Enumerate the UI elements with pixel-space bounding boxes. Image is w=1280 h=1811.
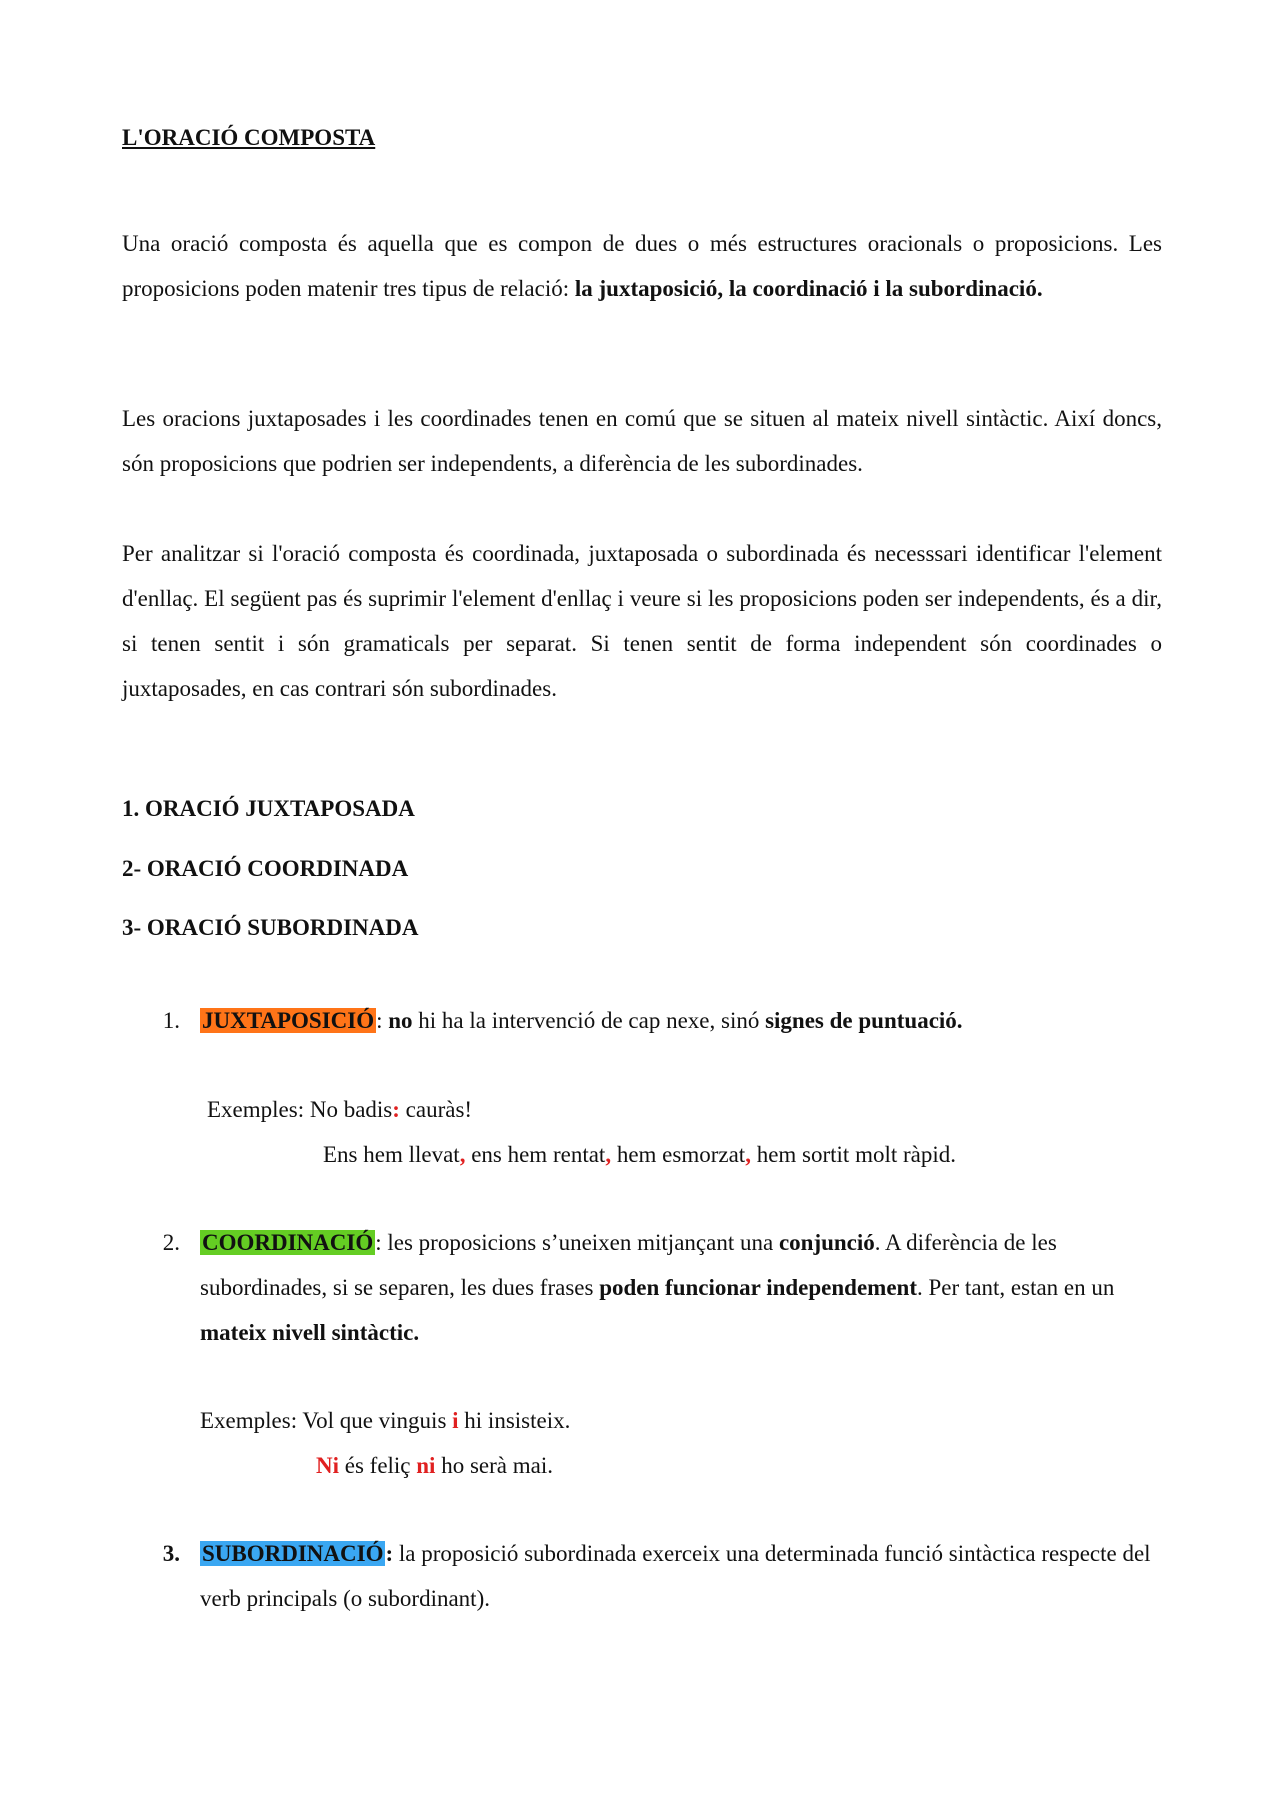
red-marker-comma-1: , (459, 1142, 466, 1167)
coordination-example-2-mid: és feliç (339, 1453, 417, 1478)
subordination-colon: : (385, 1541, 394, 1566)
coordination-example-1-rest: hi insisteix. (458, 1408, 571, 1433)
juxtaposition-example-1 (207, 1087, 472, 1132)
coordination-text-3: . Per tant, estan en un (917, 1275, 1115, 1300)
juxtaposition-no: no (388, 1008, 413, 1033)
juxtaposition-punctuation: signes de puntuació. (765, 1008, 963, 1033)
heading-subordinada: 3- ORACIÓ SUBORDINADA (122, 915, 419, 940)
example-2-part-d: hem sortit molt ràpid. (750, 1142, 956, 1167)
coordination-text-2: . A diferència de les subordinades, si se separen, les dues frases (200, 1230, 1057, 1300)
example-label: Exemples: No badis (207, 1097, 393, 1122)
subordination-definition (200, 1531, 1162, 1621)
red-marker-ni-1: Ni (316, 1453, 339, 1478)
coordination-colon: : (375, 1230, 382, 1255)
subordination-text: la proposició subordinada exerceix una determinada funció sintàctica respecte del verb principals (o subordinant). (200, 1541, 1151, 1611)
juxtaposition-colon: : (376, 1008, 383, 1033)
coordination-bold-independent: poden funcionar independement (599, 1275, 918, 1300)
coordination-bold-conjuncio: conjunció (778, 1230, 875, 1255)
juxtaposed-coordinated-paragraph: Les oracions juxtaposades i les coordinades tenen en comú que se situen al mateix nivell sintàctic. Així doncs, són proposicions que podrien ser independents, a diferència de les subordinades. (122, 406, 1162, 476)
subordination-highlight (200, 1541, 385, 1566)
intro-paragraph (122, 221, 1162, 311)
subordination-term: SUBORDINACIÓ (202, 1541, 384, 1566)
example-2-part-a: Ens hem llevat (323, 1142, 460, 1167)
coordination-example-2 (316, 1443, 553, 1488)
example-label: Exemples: Vol que vinguis (200, 1408, 453, 1433)
intro-bold-relations: la juxtaposició, la coordinació i la subordinació. (574, 276, 1043, 301)
list-number-3: 3. (162, 1541, 180, 1566)
juxtaposition-term: JUXTAPOSICIÓ (202, 1008, 375, 1033)
juxtaposition-example-2 (323, 1132, 956, 1177)
coordination-highlight (200, 1230, 375, 1255)
red-marker-comma-2: , (605, 1142, 612, 1167)
coordination-definition (200, 1220, 1162, 1355)
red-marker-ni-2: ni (416, 1453, 436, 1478)
example-2-part-b: ens hem rentat (465, 1142, 606, 1167)
heading-coordinada: 2- ORACIÓ COORDINADA (122, 856, 409, 881)
juxtaposition-highlight (200, 1008, 376, 1033)
red-marker-colon: : (392, 1097, 400, 1122)
coordination-text-1: les proposicions s’uneixen mitjançant una (381, 1230, 779, 1255)
coordination-example-2-rest: ho serà mai. (435, 1453, 553, 1478)
red-marker-i: i (452, 1408, 459, 1433)
analysis-paragraph: Per analitzar si l'oració composta és coordinada, juxtaposada o subordinada és necesssari identificar l'element d'enllaç. El següent pas és suprimir l'element d'enllaç i veure si les proposicions poden ser independents, és a dir, si tenen sentit i són gramaticals per separat. Si tenen sentit de forma independent són coordinades o juxtaposades, en cas contrari són subordinades. (122, 541, 1162, 701)
example-1-rest: cauràs! (399, 1097, 473, 1122)
coordination-bold-nivell: mateix nivell sintàctic. (200, 1320, 420, 1345)
document-title: L'ORACIÓ COMPOSTA (122, 125, 376, 150)
juxtaposition-text: hi ha la intervenció de cap nexe, sinó (412, 1008, 766, 1033)
example-2-part-c: hem esmorzat (611, 1142, 746, 1167)
list-number-2: 2. (162, 1230, 180, 1255)
heading-juxtaposada: 1. ORACIÓ JUXTAPOSADA (122, 796, 415, 821)
juxtaposition-definition (200, 998, 1162, 1043)
red-marker-comma-3: , (745, 1142, 751, 1167)
intro-text: Una oració composta és aquella que es compon de dues o més estructures oracionals o proposicions. Les proposicions poden matenir tres tipus de relació: (122, 231, 1162, 301)
coordination-term: COORDINACIÓ (202, 1230, 374, 1255)
coordination-example-1 (200, 1398, 570, 1443)
list-number-1: 1. (162, 1008, 180, 1033)
